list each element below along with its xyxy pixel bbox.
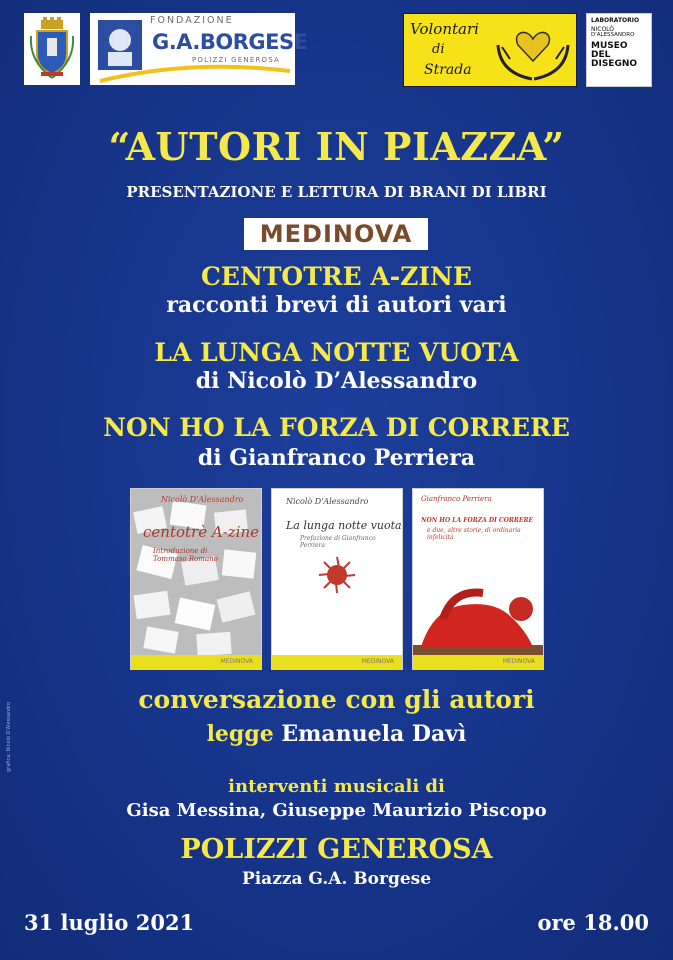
fondazione-label: FONDAZIONE: [150, 15, 234, 26]
cover-1-publisher: MEDINOVA: [220, 658, 253, 665]
volontari-word: Volontari: [410, 20, 479, 38]
volontari-strada: Strada: [424, 62, 472, 78]
event-date: 31 luglio 2021: [24, 910, 195, 935]
cover-2-note: Prefazione di Gianfranco Perriera: [300, 535, 376, 549]
medinova-logo: [244, 218, 428, 250]
cover-2-title: La lunga notte vuota: [286, 519, 402, 532]
event-title: “AUTORI IN PIAZZA”: [108, 124, 565, 169]
venue-square: Piazza G.A. Borgese: [241, 869, 432, 889]
conversation-line: conversazione con gli autori: [138, 685, 535, 714]
cover-non-ho-la-forza: [413, 489, 543, 669]
cover-2-author: Nicolò D'Alessandro: [286, 497, 369, 506]
cover-3-publisher: MEDINOVA: [502, 658, 535, 665]
book-2-author: di Nicolò D’Alessandro: [195, 368, 478, 394]
museo-nicolo: NICOLÒ: [591, 26, 615, 33]
museo-museo: MUSEO: [591, 40, 628, 51]
cover-1-author: Nicolò D'Alessandro: [161, 495, 244, 504]
comune-crest-logo: [24, 13, 80, 85]
fondazione-town: POLIZZI GENEROSA: [192, 56, 281, 64]
venue-town: POLIZZI GENEROSA: [180, 834, 493, 865]
cover-1-note: Introduzione di Tommaso Romano: [153, 547, 218, 563]
paper-collage-icon: [131, 489, 261, 669]
swoosh-icon: [90, 63, 295, 85]
book-3-author: di Gianfranco Perriera: [197, 445, 476, 471]
museo-dalessandro: D'ALESSANDRO: [591, 32, 635, 38]
book-3-title: NON HO LA FORZA DI CORRERE: [103, 413, 570, 442]
cover-3-author: Gianfranco Perriera: [421, 495, 492, 503]
book-1-title: CENTOTRE A-ZINE: [201, 262, 472, 291]
red-splat-icon: [317, 555, 357, 595]
museo-del-disegno-logo: [586, 13, 652, 87]
cover-centotre: [131, 489, 261, 669]
reader-line: [0, 721, 673, 747]
reader-name: Emanuela Davì: [281, 721, 467, 747]
hands-heart-icon: [492, 15, 574, 85]
fondazione-borgese-logo: [90, 13, 308, 85]
cover-2-publisher: MEDINOVA: [361, 658, 394, 665]
cover-1-title: centotrè A-zine: [143, 523, 259, 541]
reclining-figure-icon: [413, 559, 543, 669]
fondazione-name: G.A.BORGESE: [152, 30, 308, 54]
volontari-di-strada-logo: [403, 13, 577, 87]
museo-disegno: DISEGNO: [591, 58, 638, 69]
book-2-title: LA LUNGA NOTTE VUOTA: [154, 338, 519, 367]
event-time: ore 18.00: [537, 910, 649, 935]
coat-of-arms-icon: [27, 16, 77, 82]
reader-label: legge: [206, 721, 274, 747]
cover-3-note: e due, altre storie, di ordinaria infelicità: [427, 527, 521, 541]
book-1-description: racconti brevi di autori vari: [166, 292, 507, 318]
music-label: interventi musicali di: [228, 776, 445, 797]
musicians: Gisa Messina, Giuseppe Maurizio Piscopo: [126, 800, 547, 821]
museo-del: DEL: [591, 49, 611, 60]
cover-lunga-notte: [272, 489, 402, 669]
event-subtitle: PRESENTAZIONE E LETTURA DI BRANI DI LIBRI: [126, 183, 547, 201]
graphics-credit: grafica: Nicolò D'Alessandro: [6, 701, 12, 772]
museo-laboratorio: LABORATORIO: [591, 17, 640, 24]
publisher-name: MEDINOVA: [259, 220, 413, 248]
volontari-di: di: [432, 42, 445, 57]
cover-3-title: NON HO LA FORZA DI CORRERE: [421, 517, 534, 524]
